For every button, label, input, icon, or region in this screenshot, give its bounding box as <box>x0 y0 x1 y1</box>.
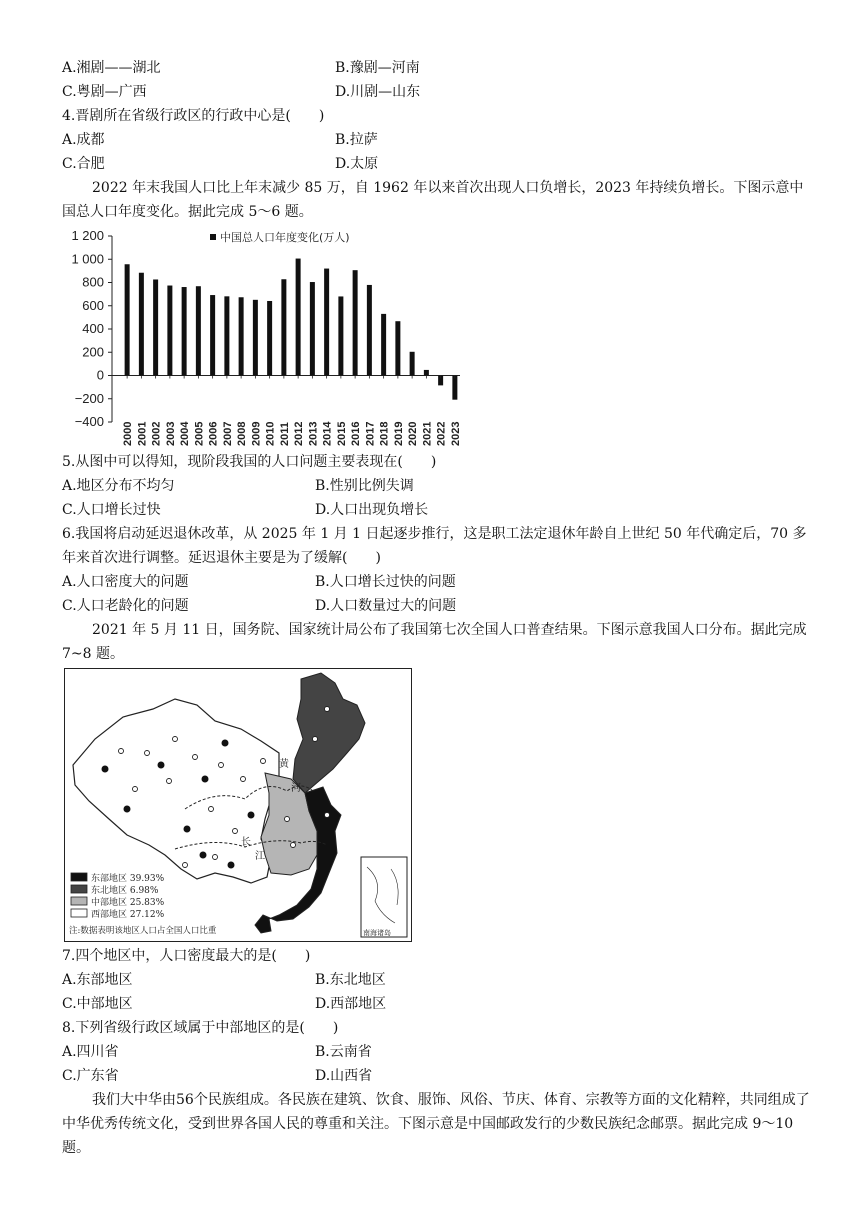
bar <box>395 321 400 375</box>
q7-option-b: B.东北地区 <box>315 972 386 988</box>
map-legend-swatch <box>71 885 87 893</box>
y-tick-label: 0 <box>96 367 104 383</box>
x-tick-label: 2016 <box>350 421 363 446</box>
y-tick-label: 200 <box>82 344 104 360</box>
bar <box>267 301 272 376</box>
q5-option-b: B.性别比例失调 <box>315 478 414 494</box>
bar <box>410 352 415 376</box>
bar <box>338 296 343 375</box>
x-tick-label: 2018 <box>378 421 391 446</box>
q5-option-a: A.地区分布不均匀 <box>62 478 175 494</box>
map-legend-swatch <box>71 897 87 905</box>
q6-option-c: C.人口老龄化的问题 <box>62 598 189 614</box>
map-legend-swatch <box>71 909 87 917</box>
q4-option-d: D.太原 <box>335 156 379 172</box>
q5-option-c: C.人口增长过快 <box>62 502 161 518</box>
map-legend-label: 西部地区 27.12% <box>91 910 165 920</box>
y-tick-label: 600 <box>82 297 104 313</box>
q8-option-c: C.广东省 <box>62 1068 119 1084</box>
legend-label: 中国总人口年度变化(万人) <box>220 231 350 244</box>
q7-option-c: C.中部地区 <box>62 996 133 1012</box>
bar <box>381 314 386 376</box>
bar <box>182 287 187 375</box>
bar <box>167 286 172 376</box>
map-northeast-region <box>293 673 365 793</box>
bar <box>424 370 429 376</box>
bar <box>253 300 258 376</box>
bar <box>452 376 457 400</box>
river-char-2: 河 <box>291 783 301 794</box>
river-char-4: 江 <box>255 851 265 862</box>
bar <box>125 264 130 375</box>
y-tick-label: 1 000 <box>71 251 104 267</box>
q6-stem: 6.我国将启动延迟退休改革，从 2025 年 1 月 1 日起逐步推行，这是职工法定退休年龄自上世纪 50 年代确定后，70 多年来首次进行调整。延迟退休主要是为了缓解( ) <box>62 526 807 566</box>
x-tick-label: 2019 <box>392 421 405 446</box>
q8-option-d: D.山西省 <box>315 1068 373 1084</box>
x-tick-label: 2010 <box>264 421 277 446</box>
x-tick-label: 2008 <box>236 421 249 446</box>
q6-option-d: D.人口数量过大的问题 <box>315 598 457 614</box>
intro-7-8: 2021 年 5 月 11 日，国务院、国家统计局公布了我国第七次全国人口普查结果。下图示意我国人口分布。据此完成 7~8 题。 <box>62 622 807 662</box>
q3-option-b: B.豫剧—河南 <box>335 60 420 76</box>
x-tick-label: 2009 <box>250 421 263 446</box>
x-tick-label: 2013 <box>307 421 320 446</box>
bar <box>139 273 144 376</box>
q7-stem: 7.四个地区中，人口密度最大的是( ) <box>62 948 311 964</box>
intro-9-10: 我们大中华由56个民族组成。各民族在建筑、饮食、服饰、风俗、节庆、体育、宗教等方面的文化精粹，共同组成了中华优秀传统文化，受到世界各国人民的尊重和关注。下图示意是中国邮政发行的少数民族纪念邮票。据此完成 9～10 题。 <box>62 1092 810 1156</box>
y-tick-label: 800 <box>82 274 104 290</box>
map-legend-label: 东北地区 6.98% <box>91 886 159 896</box>
bar <box>296 259 301 376</box>
x-tick-label: 2021 <box>421 421 434 446</box>
bar <box>239 297 244 375</box>
population-distribution-map <box>64 668 412 942</box>
bar <box>196 286 201 375</box>
map-legend-swatch <box>71 873 87 881</box>
q7-option-d: D.西部地区 <box>315 996 387 1012</box>
q5-stem: 5.从图中可以得知，现阶段我国的人口问题主要表现在( ) <box>62 454 437 470</box>
x-tick-label: 2022 <box>435 421 448 446</box>
bar <box>367 285 372 376</box>
x-tick-label: 2005 <box>193 421 206 446</box>
q6-option-b: B.人口增长过快的问题 <box>315 574 456 590</box>
south-sea-inset <box>361 857 407 937</box>
q5-option-d: D.人口出现负增长 <box>315 502 429 518</box>
river-char-1: 黄 <box>279 759 289 770</box>
q8-option-a: A.四川省 <box>62 1044 119 1060</box>
bar <box>353 270 358 375</box>
q7-option-a: A.东部地区 <box>62 972 133 988</box>
x-tick-label: 2000 <box>122 421 135 446</box>
q3-option-c: C.粤剧—广西 <box>62 84 147 100</box>
q8-stem: 8.下列省级行政区域属于中部地区的是( ) <box>62 1020 339 1036</box>
river-char-3: 长 <box>241 837 251 848</box>
map-legend-label: 中部地区 25.83% <box>91 898 165 908</box>
x-tick-label: 2001 <box>136 421 149 446</box>
map-legend <box>71 872 165 920</box>
bar <box>310 282 315 375</box>
x-tick-label: 2004 <box>179 421 192 446</box>
bar <box>224 296 229 375</box>
q3-option-a: A.湘剧——湖北 <box>62 60 161 76</box>
q3-option-d: D.川剧—山东 <box>335 84 421 100</box>
y-tick-label: 1 200 <box>71 228 104 243</box>
x-tick-label: 2012 <box>293 421 306 446</box>
y-tick-label: −200 <box>74 390 104 406</box>
map-west-region <box>73 699 279 883</box>
q6-option-a: A.人口密度大的问题 <box>62 574 189 590</box>
x-tick-label: 2002 <box>150 421 163 446</box>
q8-option-b: B.云南省 <box>315 1044 372 1060</box>
bar <box>153 279 158 375</box>
map-legend-label: 东部地区 39.93% <box>91 874 165 884</box>
q4-stem: 4.晋剧所在省级行政区的行政中心是( ) <box>62 108 325 124</box>
x-tick-label: 2014 <box>321 421 334 446</box>
bar <box>281 279 286 375</box>
q4-option-b: B.拉萨 <box>335 132 378 148</box>
x-tick-label: 2015 <box>335 421 348 446</box>
y-tick-label: −400 <box>74 414 104 429</box>
y-tick-label: 400 <box>82 321 104 336</box>
population-change-chart <box>60 226 470 448</box>
x-tick-label: 2017 <box>364 421 377 446</box>
inset-label: 南海诸岛 <box>363 929 391 937</box>
x-tick-label: 2011 <box>278 422 291 446</box>
bar <box>210 295 215 375</box>
q4-option-a: A.成都 <box>62 132 105 148</box>
x-tick-label: 2007 <box>221 421 234 446</box>
x-tick-label: 2020 <box>407 421 420 446</box>
q4-option-c: C.合肥 <box>62 156 105 172</box>
x-tick-label: 2003 <box>164 421 177 446</box>
x-tick-label: 2023 <box>449 421 462 446</box>
legend-swatch <box>210 234 216 240</box>
intro-5-6: 2022 年末我国人口比上年末减少 85 万，自 1962 年以来首次出现人口负增长，2023 年持续负增长。下图示意中国总人口年度变化。据此完成 5～6 题。 <box>62 180 804 220</box>
bar <box>324 269 329 376</box>
map-note: 注:数据表明该地区人口占全国人口比重 <box>69 926 217 936</box>
x-tick-label: 2006 <box>207 421 220 446</box>
